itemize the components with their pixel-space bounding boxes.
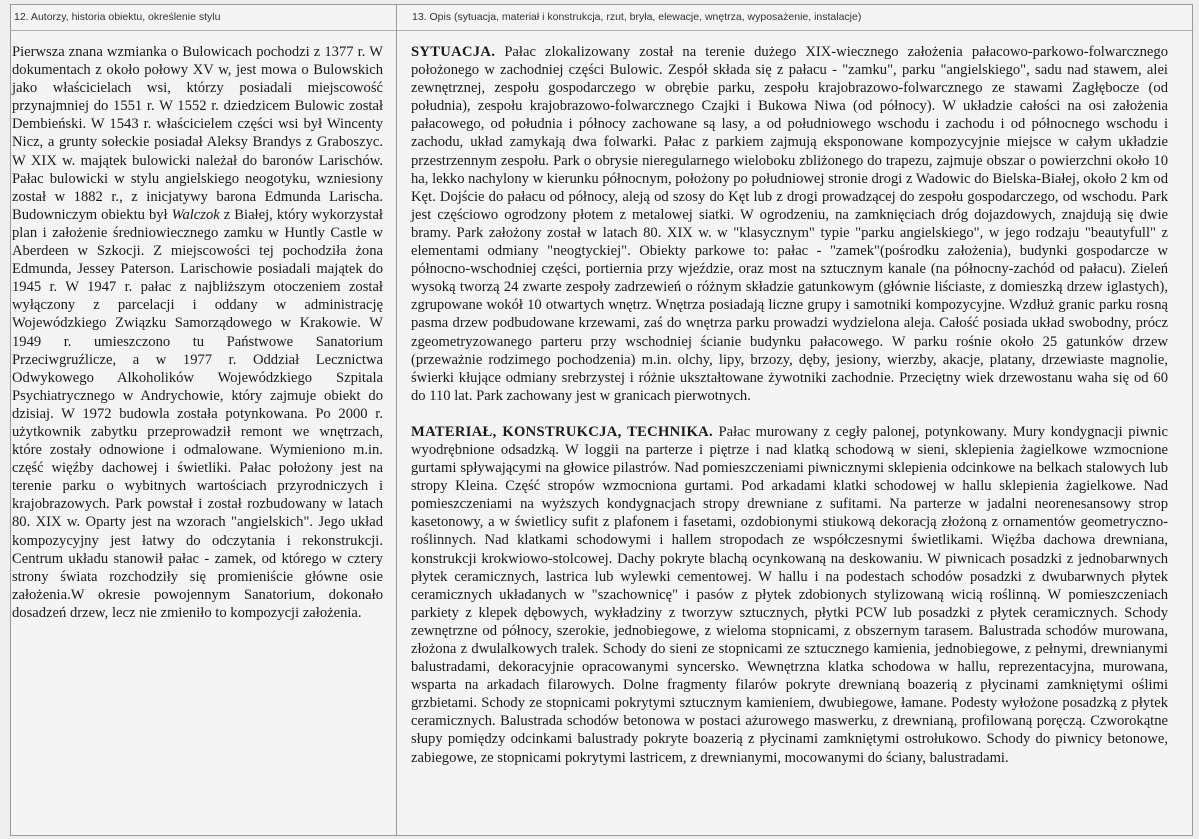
material-text: Pałac murowany z cegły palonej, potynkowany. Mury kondygnacji piwnic wyodrębnione odsadzką. W loggii na parterze i piętrze i nad klatką schodową w sieni, sklepienia żagielkowe wzmocnione gurtami spływającymi na głowice pilastrów. Nad pomieszczeniami piwnicznymi sklepienia odcinkowe na belkach stalowych lub stropy Kleina. Część stropów wzmocniona gurtami. Pod arkadami klatki schodowej w hallu sklepienia żagielkowe. Nad pomieszczeniami na wyższych kondygnacjach stropy drewniane z sufitami. Na parterze w jadalni neorenesansowy strop kasetonowy, a w świetlicy sufit z plafonem i fasetami, ozdobionymi stiukową dekoracją złożoną z ornamentów geometryczno-roślinnych. Nad klatkami schodowymi i hallem stropodach ze współczesnymi świetlikami. Więźba dachowa drewniana, konstrukcji krokwiowo-stolcowej. Dachy pokryte blachą ocynkowaną na deskowaniu. W piwnicach posadzki z jednobarwnych płytek ceramicznych, lastrica lub wylewki cementowej. W hallu i na podestach schodów posadzki z dwubarwnych płytek ceramicznych układanych w "szachownicę" i pasów z płytek zdobionych stylizowaną wicią roślinną. W pomieszczeniach parkiety z klepek dębowych, wykładziny z tworzyw sztucznych, płytki PCW lub posadzki z płytek ceramicznych. Schody zewnętrzne od północy, szerokie, jednobiegowe, z wieloma stopnicami, z obszernym tarasem. Balustrada schodów murowana, złożona z dwulalkowych tralek. Schody do sieni ze stopnicami ze sztucznego kamienia, jednobiegowe, z pełnymi, drewnianymi balustradami, dekoracyjnie opracowanymi syncersko. Wewnętrzna klatka schodowa w hallu, reprezentacyjna, murowana, wsparta na arkadach filarowych. Dolne fragmenty filarów pokryte drewnianą boazerią z płycinami zamkniętymi oślimi grzbietami. Schody ze stopnicami pokrytymi sztucznym kamieniem, dwubiegowe, łamane. Podesty wyłożone posadzką z płytek ceramicznych. Balustrada schodów betonowa w postaci ażurowego maswerku, z drewnianą, profilowaną poręczą. Czworokątne słupy pomiędzy odcinkami balustrady pokryte boazerią z płycinami zamkniętymi ostrołukowo. Schody do piwnicy betonowe, zabiegowe, ze stopnicami pokrytymi lastricem, z drewnianymi, mocowanymi do ściany, balustradami. [411,423,1168,766]
situation-section [411,43,1168,405]
history-text-part-2: z Białej, który wykorzystał plan i założenie średniowiecznego zamku w Huntly Castle w Aberdeen w Szkocji. Z miejscowości tej pochodziła żona Edmunda, Jessey Paterson. Larischowie posiadali majątek do 1945 r. W 1947 r. pałac z najbliższym otoczeniem został wyłączony z parcelacji i oddany w administrację Wojewódzkiego Związku Samorządowego w Krakowie. W 1949 r. umieszczono tu Państwowe Sanatorium Przeciwgruźlicze, a w 1977 r. Oddział Lecznictwa Odwykowego Alkoholików Wojewódzkiego Szpitala Psychiatrycznego w Andrychowie, który zajmuje obiekt do dzisiaj. W 1972 budowla została potynkowana. Po 2000 r. użytkownik zabytku przeprowadził remont we wnętrzach, które zostały odnowione i odmalowane. Wymieniono m.in. część więźby dachowej i świetliki. Pałac położony jest na terenie parku o wybitnych wartościach przyrodniczych i krajobrazowych. Park powstał i został rozbudowany w latach 80. XIX w. Oparty jest na wzorach "angielskich". Jego układ kompozycyjny jest łatwy do odczytania i rekonstrukcji. Centrum układu stanowił pałac - zamek, od którego w cztery strony świata rozchodziły się promieniście główne osie założenia.W okresie powojennym Sanatorium, dokonało dosadzeń drzew, lecz nie zmieniło to kompozycji założenia. [12,206,383,621]
situation-text: Pałac zlokalizowany został na terenie dużego XIX-wiecznego założenia pałacowo-parkowo-folwarcznego położonego w zachodniej części Bulowic. Zespół składa się z pałacu - "zamku", parku "angielskiego", sadu nad stawem, alei zewnętrznej, zespołu gospodarczego w obrębie parku, zespołu krajobrazowo-folwarcznego ze stawami Zagłębocze (od południa), zespołu krajobrazowo-folwarcznego Czajki i Bukowa Niwa (od północy). W układzie całości na osi założenia pałacowego, od południa i północy zachowane są lasy, a od południowego wschodu i zachodu i od północnego wschodu i zachodu, układ zamykają dwa folwarki. Pałac z parkiem zajmują eksponowane kompozycyjnie miejsce w całym układzie przestrzennym zespołu. Park o obrysie nieregularnego wieloboku zbliżonego do trapezu, zajmuje obszar o powierzchni około 10 ha, lekko nachylony w kierunku północnym, położony po południowej stronie drogi z Wadowic do Bielska-Białej, około 2 km od Kęt. Dojście do pałacu od północy, aleją od szosy do Kęt lub z drogi prowadzącej do zespołu gospodarczego, od wschodu. Park jest częściowo ogrodzony płotem z metalowej siatki. W ogrodzeniu, na zamknięciach dróg dojazdowych, znajdują się dwie bramy. Park założony został w latach 80. XIX w. w "klasycznym" typie "parku angielskiego", w jego rodzaju "beautyfull" z elementami odmiany "neogtyckiej". Obiekty parkowe to: pałac - "zamek"(pośrodku założenia), budynki gospodarcze w północno-wschodniej części, portiernia przy wjeździe, oraz most na sztucznym kanale (na północny-zachód od pałacu). Zieleń wysoką tworzą 24 zwarte zespoły zadrzewień o różnym składzie gatunkowym (głównie liściaste, z domieszką drzew iglastych), zgrupowane wokół 10 otwartych wnętrz. Wnętrza posiadają liczne grupy i samotniki kompozycyjne. Wzdłuż granic parku rosną pasma drzew podbudowane krzewami, zaś do wnętrza parku prowadzi wydzielona aleja. Całość posiada układ swobodny, prócz zgeometryzowanego parteru przy wschodniej ścianie budynku pałacowego. W parku rośnie około 25 gatunków drzew (przeważnie rodzimego pochodzenia) m.in. olchy, lipy, brzozy, dęby, jesiony, wierzby, akacje, platany, drzewiaste magnolie, świerki kłujące odmiany srebrzystej i różnie ukształtowane żywotniki zachodnie. Przeciętny wiek drzewostanu waha się od 60 do 110 lat. Park zachowany jest w granicach pierwotnych. [411,44,1168,404]
situation-label: SYTUACJA. [411,44,496,60]
material-section [411,423,1168,767]
right-column-header: 13. Opis (sytuacja, materiał i konstrukcja, rzut, bryła, elewacje, wnętrza, wyposażenie, instalacje) [412,11,862,23]
material-label: MATERIAŁ, KONSTRUKCJA, TECHNIKA. [411,423,713,440]
left-header-rule [10,30,396,31]
history-text-part-1: Pierwsza znana wzmianka o Bulowicach pochodzi z 1377 r. W dokumentach z około połowy XV w, jest mowa o Bulowskich jako właścicielach wsi, którzy posiadali miejscowość przynajmniej do 1551 r. W 1552 r. dziedzicem Bulowic został Dembieński. W 1543 r. właścicielem części wsi był Wincenty Nicz, a grunty sołeckie posiadał Aleksy Brandys z Graboszyc. W XIX w. majątek bulowicki należał do baronów Larischów. Pałac bulowicki w stylu angielskiego neogotyku, wzniesiony został w 1882 r., z inicjatywy barona Edmunda Larischa. Budowniczym obiektu był [12,44,383,223]
left-column-header: 12. Autorzy, historia obiektu, określenie stylu [14,11,221,23]
history-paragraph [12,43,383,622]
column-divider [396,4,397,836]
history-text [12,43,383,622]
architect-name: Walczok [171,206,220,223]
description-text [411,43,1168,767]
right-header-rule [397,30,1193,31]
